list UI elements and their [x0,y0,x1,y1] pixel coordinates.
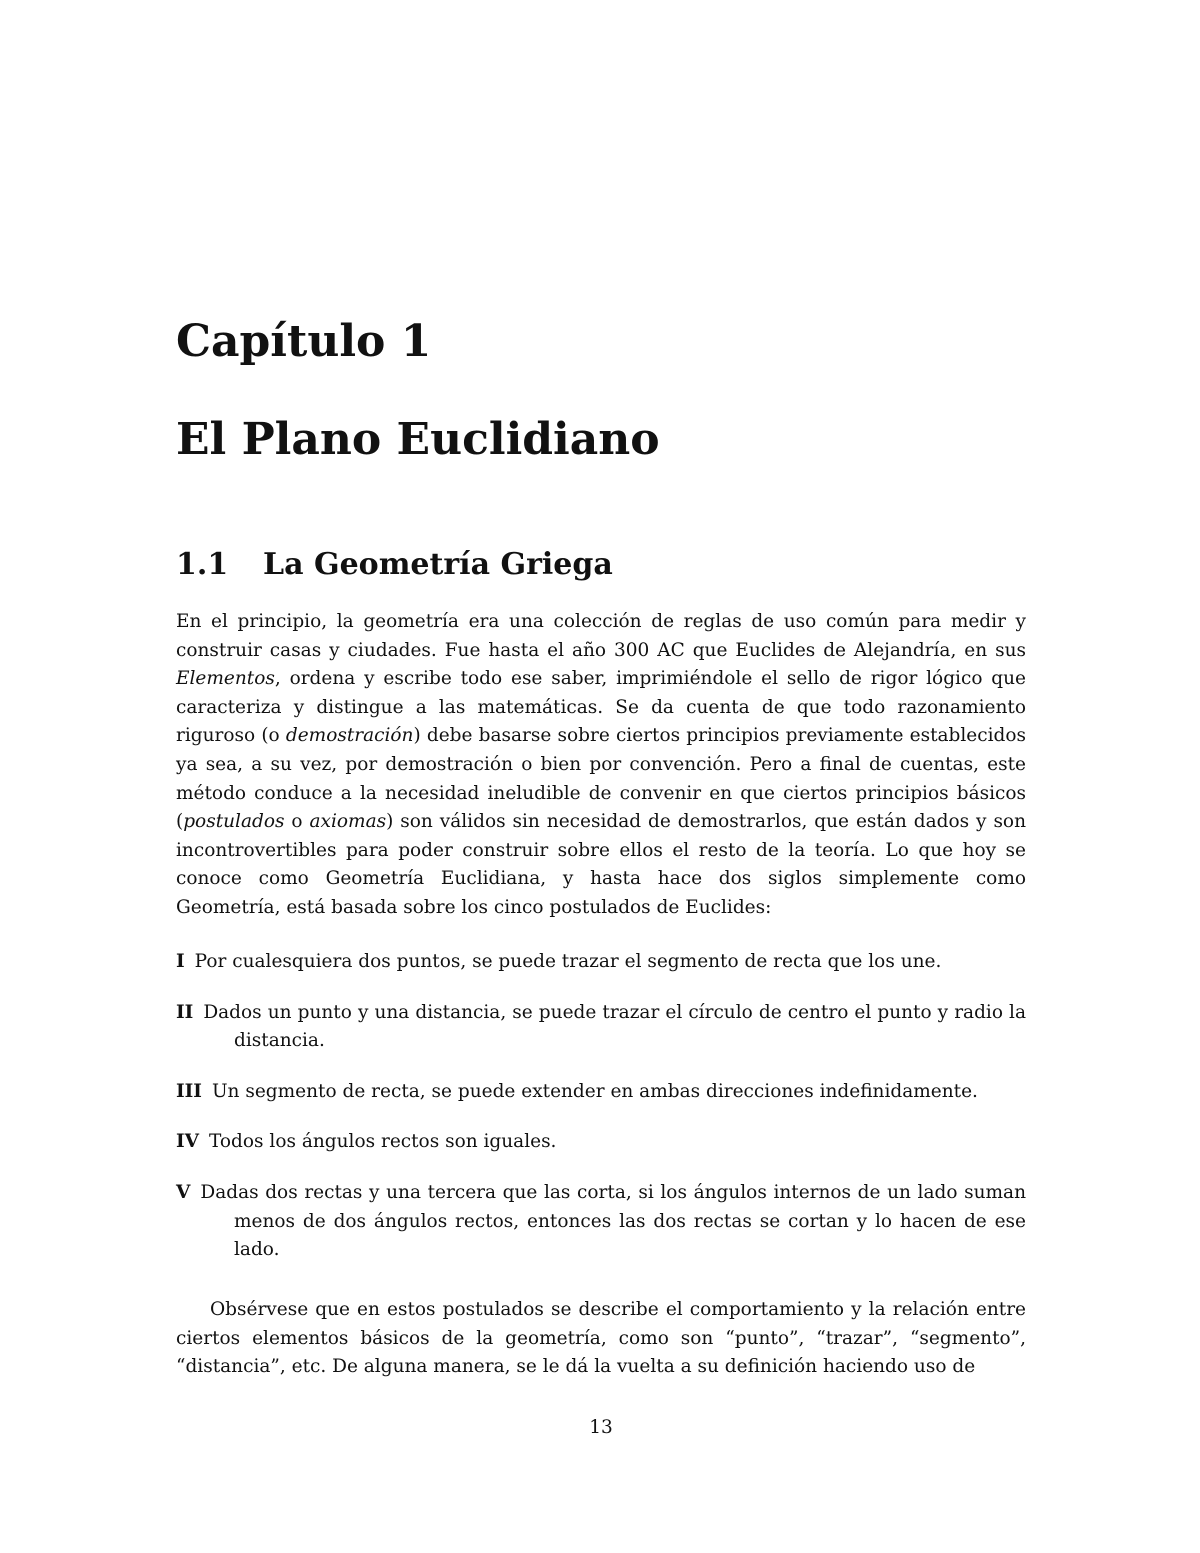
section-number: 1.1 [176,547,229,582]
closing-paragraph: Obsérvese que en estos postulados se describe el comportamiento y la relación entre ciertos elementos básicos de la geometría, como son “punto”, “trazar”, “segmento”, “distancia”, etc. De alguna manera, se le dá la vuelta a su definición haciendo uso de [176,1299,1026,1378]
postulate-item [176,999,1026,1056]
intro-text: En el principio, la geometría era una colección de reglas de uso común para medir y construir casas y ciudades. Fue hasta el año 300 AC que Euclides de Alejandría, en sus [176,611,1026,661]
intro-emphasis: postulados [183,811,285,833]
intro-emphasis: demostración [285,725,414,747]
postulate-item [176,948,1026,977]
chapter-title: El Plano Euclidiano [176,414,660,465]
book-page [176,0,1026,1553]
postulate-text: Todos los ángulos rectos son iguales. [209,1131,557,1153]
intro-text: , ordena y escribe todo ese saber, imprimiéndole el sello de rigor lógico que caracteriza y distingue a las matemáticas. Se da cuenta de que todo razonamiento riguroso (o [176,668,1026,747]
postulate-numeral: IV [176,1131,200,1153]
intro-emphasis: Elementos [176,668,275,690]
section-title: La Geometría Griega [263,547,613,582]
postulate-text: Un segmento de recta, se puede extender en ambas direcciones indefinidamente. [211,1080,978,1102]
postulate-item [176,1179,1026,1265]
intro-text: ) debe basarse sobre ciertos principios previamente establecidos ya sea, a su vez, por demostración o bien por convención. Pero a final de cuentas, este método conduce a la necesidad ineludible de convenir en que ciertos principios básicos ( [176,725,1027,833]
postulate-text: Dados un punto y una distancia, se puede trazar el círculo de centro el punto y radio la distancia. [203,1001,1026,1052]
postulate-item [176,1078,1026,1107]
chapter-label: Capítulo 1 [176,316,432,367]
postulate-list [176,948,1026,1287]
postulate-item [176,1128,1026,1157]
postulate-numeral: II [176,1001,194,1023]
page-number: 13 [589,1417,613,1438]
postulate-numeral: I [176,951,185,972]
postulate-numeral: V [176,1181,191,1203]
intro-paragraph [176,608,1026,923]
postulate-numeral: III [176,1080,202,1102]
intro-text: ) son válidos sin necesidad de demostrarlos, que están dados y son incontrovertibles para poder construir sobre ellos el resto de la teoría. Lo que hoy se conoce como Geometría Euclidiana, y hasta hace dos siglos simplemente como Geometría, está basada sobre los cinco postulados de Euclides: [176,811,1026,918]
intro-emphasis: axiomas [309,811,387,833]
postulate-text: Dadas dos rectas y una tercera que las corta, si los ángulos internos de un lado suman menos de dos ángulos rectos, entonces las dos rectas se cortan y lo hacen de ese lado. [200,1181,1026,1261]
intro-text: o [284,811,310,833]
postulate-text: Por cualesquiera dos puntos, se puede trazar el segmento de recta que los une. [194,951,942,972]
section-heading [176,546,613,584]
